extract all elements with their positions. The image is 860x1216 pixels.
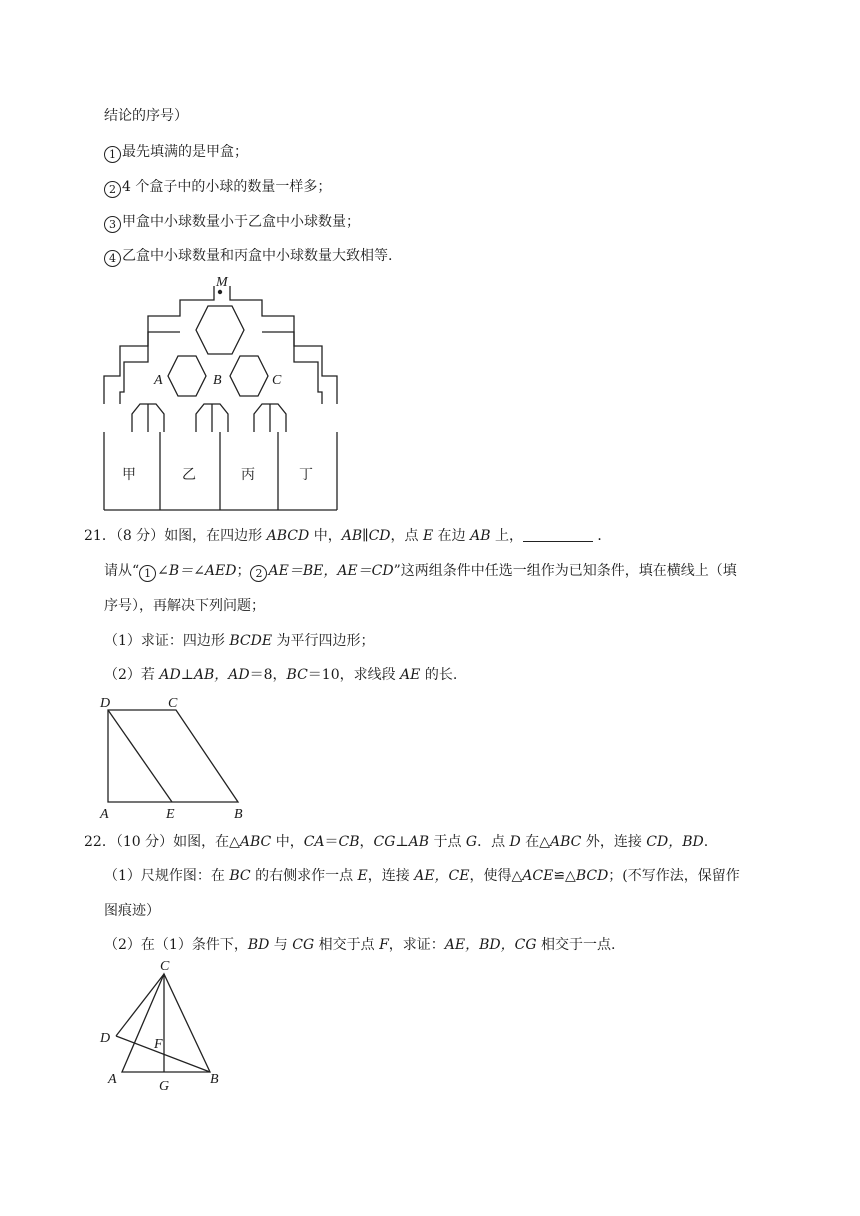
box-yi: 乙 (182, 468, 196, 483)
circled-number: 4 (104, 250, 121, 267)
label-F: F (154, 1037, 163, 1052)
q21-conditions: 请从“ 1 ∠B＝∠AED； 2 AE＝BE，AE＝CD”这两组条件中任选一组作为已知条件，填在横线上（填 (104, 563, 737, 580)
hexagon (196, 306, 244, 354)
box-jia: 甲 (122, 468, 136, 483)
label-C: C (272, 373, 282, 388)
circled-number: 1 (139, 565, 156, 582)
q20-tail: 结论的序号） (104, 108, 188, 124)
label-B: B (234, 807, 243, 822)
circled-number: 2 (104, 181, 121, 198)
q22-part1-cont: 图痕迹） (104, 903, 160, 919)
circled-number: 2 (250, 565, 267, 582)
q22-part1: （1）尺规作图：在 BC 的右侧求作一点 E，连接 AE，CE，使得△ACE≌△BCD；(不写作法，保留作 (104, 868, 740, 884)
label-B: B (210, 1072, 219, 1087)
box-bing: 丙 (241, 468, 255, 483)
label-B: B (213, 373, 222, 388)
start-point (218, 290, 222, 294)
q21-quadrilateral-figure (96, 692, 266, 822)
label-E: E (166, 807, 175, 822)
q21-stem: 21．（8 分）如图，在四边形 ABCD 中，AB∥CD，点 E 在边 AB 上， ． (84, 528, 612, 544)
circled-number: 1 (104, 146, 121, 163)
q20-option-3: 3 甲盒中小球数量小于乙盒中小球数量； (104, 212, 360, 233)
label-D: D (100, 696, 111, 711)
label-A: A (100, 807, 109, 822)
label-A: A (154, 373, 163, 388)
q21-part1: （1）求证：四边形 BCDE 为平行四边形； (104, 633, 375, 649)
answer-blank (523, 527, 593, 542)
hexagon (230, 356, 268, 396)
q21-part2: （2）若 AD⊥AB，AD＝8，BC＝10，求线段 AE 的长. (104, 667, 458, 683)
hexagon (168, 356, 206, 396)
q21-line3: 序号），再解决下列问题； (104, 598, 265, 614)
circled-number: 3 (104, 216, 121, 233)
q20-option-2: 2 4 个盒子中的小球的数量一样多； (104, 177, 331, 198)
label-D: D (100, 1031, 111, 1046)
q22-part2: （2）在（1）条件下，BD 与 CG 相交于点 F，求证：AE，BD，CG 相交于一点. (104, 937, 616, 953)
q20-option-4: 4 乙盒中小球数量和丙盒中小球数量大致相等. (104, 246, 392, 267)
q22-stem: 22．（10 分）如图，在△ABC 中，CA＝CB，CG⊥AB 于点 G．点 D 在△ABC 外，连接 CD，BD. (84, 834, 709, 850)
label-M: M (216, 275, 228, 290)
label-G: G (159, 1079, 170, 1094)
q20-ball-maze-figure (96, 270, 346, 516)
q22-triangle-figure (96, 956, 236, 1098)
label-C: C (160, 959, 170, 974)
box-ding: 丁 (299, 468, 313, 483)
label-C: C (168, 696, 178, 711)
label-A: A (108, 1072, 117, 1087)
q20-option-1: 1 最先填满的是甲盒； (104, 142, 248, 163)
